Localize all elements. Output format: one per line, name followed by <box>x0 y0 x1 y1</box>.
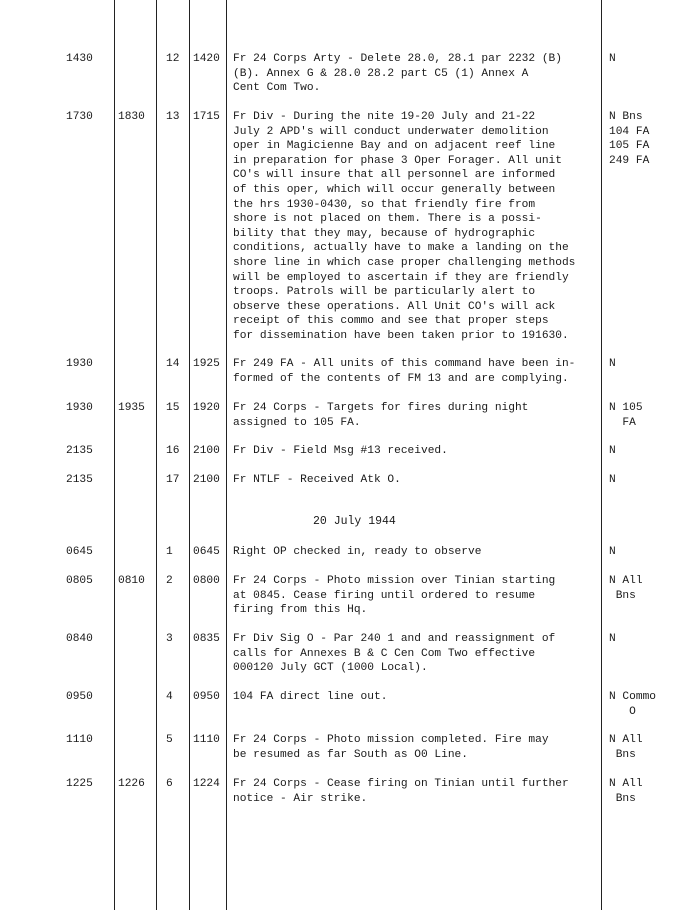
time-in: 0805 <box>66 575 93 587</box>
message-time: 1420 <box>193 53 220 65</box>
serial-number: 6 <box>166 778 173 790</box>
time-in: 1930 <box>66 402 93 414</box>
column-rule-2 <box>156 0 157 910</box>
message-text: Fr Div - During the nite 19-20 July and 21-22 July 2 APD's will conduct underwater demolition oper in Magicienne Bay and on adjacent reef line in preparation for phase 3 Oper Forager. All unit CO's will insure that all personnel are informed of this oper, which will occur generally between the hrs 1930-0430, so that friendly fire from shore is not placed on them. There is a possi- bility that they may, because of hydrographic conditions, actually have to make a landing on the shore line in which case proper challenging methods will be employed to ascertain if they are friendly troops. Patrols will be particularly alert to observe these operations. All Unit CO's will ack receipt of this commo and see that proper steps for dissemination have been taken prior to 191630. <box>233 111 576 342</box>
serial-number: 17 <box>166 474 180 486</box>
serial-number: 5 <box>166 734 173 746</box>
message-text: Fr 24 Corps Arty - Delete 28.0, 28.1 par 2232 (B) (B). Annex G & 28.0 28.2 part C5 (1) Annex A Cent Com Two. <box>233 53 562 95</box>
action-taken: N <box>609 633 616 645</box>
action-taken: N <box>609 546 616 558</box>
date-heading: 20 July 1944 <box>313 515 396 528</box>
action-taken: N All Bns <box>609 575 643 602</box>
column-rule-1 <box>114 0 115 910</box>
message-time: 1110 <box>193 734 220 746</box>
message-text: Fr 24 Corps - Targets for fires during night assigned to 105 FA. <box>233 402 529 429</box>
column-rule-5 <box>601 0 602 910</box>
time-in: 0840 <box>66 633 93 645</box>
message-time: 0645 <box>193 546 220 558</box>
time-in: 1430 <box>66 53 93 65</box>
message-time: 0835 <box>193 633 220 645</box>
message-time: 0950 <box>193 691 220 703</box>
serial-number: 16 <box>166 445 180 457</box>
action-taken: N All Bns <box>609 734 643 761</box>
message-text: Fr 24 Corps - Photo mission over Tinian starting at 0845. Cease firing until ordered to resume firing from this Hq. <box>233 575 556 617</box>
message-time: 1715 <box>193 111 220 123</box>
message-text: Fr 24 Corps - Cease firing on Tinian until further notice - Air strike. <box>233 778 569 805</box>
time-out: 1830 <box>118 111 145 123</box>
column-rule-4 <box>226 0 227 910</box>
action-taken: N <box>609 358 616 370</box>
column-rule-3 <box>189 0 190 910</box>
message-time: 1925 <box>193 358 220 370</box>
message-text: Fr 249 FA - All units of this command have been in- formed of the contents of FM 13 and are complying. <box>233 358 576 385</box>
message-time: 2100 <box>193 445 220 457</box>
message-text: Fr Div - Field Msg #13 received. <box>233 445 448 457</box>
message-time: 0800 <box>193 575 220 587</box>
action-taken: N <box>609 53 616 65</box>
message-text: 104 FA direct line out. <box>233 691 388 703</box>
time-in: 1930 <box>66 358 93 370</box>
time-in: 1730 <box>66 111 93 123</box>
message-time: 1224 <box>193 778 220 790</box>
action-taken: N Bns 104 FA 105 FA 249 FA <box>609 111 650 167</box>
message-text: Fr 24 Corps - Photo mission completed. Fire may be resumed as far South as O0 Line. <box>233 734 549 761</box>
message-text: Fr Div Sig O - Par 240 1 and and reassignment of calls for Annexes B & C Cen Com Two effective 000120 July GCT (1000 Local). <box>233 633 556 675</box>
action-taken: N <box>609 474 616 486</box>
message-text: Fr NTLF - Received Atk O. <box>233 474 401 486</box>
time-out: 1226 <box>118 778 145 790</box>
time-in: 0950 <box>66 691 93 703</box>
serial-number: 1 <box>166 546 173 558</box>
message-time: 1920 <box>193 402 220 414</box>
serial-number: 4 <box>166 691 173 703</box>
time-in: 1110 <box>66 734 93 746</box>
serial-number: 13 <box>166 111 180 123</box>
time-in: 1225 <box>66 778 93 790</box>
serial-number: 2 <box>166 575 173 587</box>
message-time: 2100 <box>193 474 220 486</box>
serial-number: 12 <box>166 53 180 65</box>
message-text: Right OP checked in, ready to observe <box>233 546 482 558</box>
serial-number: 14 <box>166 358 180 370</box>
time-out: 1935 <box>118 402 145 414</box>
serial-number: 15 <box>166 402 180 414</box>
serial-number: 3 <box>166 633 173 645</box>
action-taken: N Commo O <box>609 691 656 718</box>
time-in: 2135 <box>66 445 93 457</box>
time-in: 0645 <box>66 546 93 558</box>
action-taken: N <box>609 445 616 457</box>
time-in: 2135 <box>66 474 93 486</box>
time-out: 0810 <box>118 575 145 587</box>
action-taken: N All Bns <box>609 778 643 805</box>
action-taken: N 105 FA <box>609 402 643 429</box>
